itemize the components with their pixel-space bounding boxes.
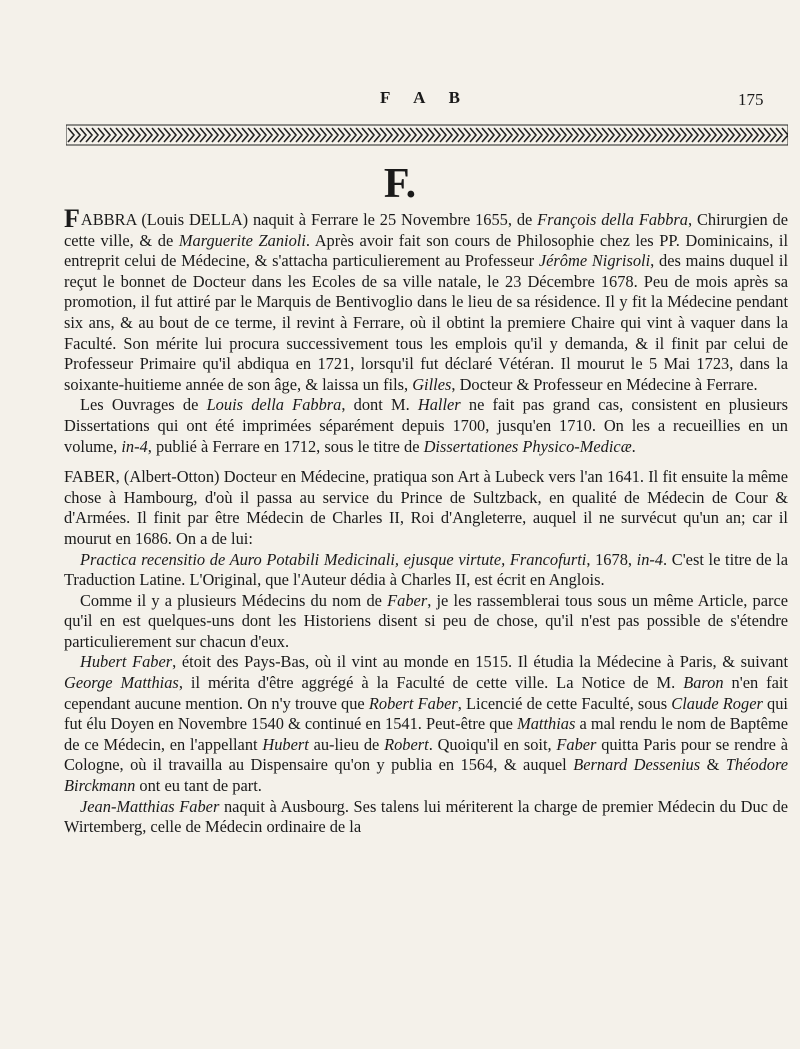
running-title: F A B xyxy=(380,88,470,107)
text-run: , 1678, xyxy=(586,549,637,569)
italic-text: Matthias xyxy=(517,714,576,734)
text-run: ne fait pas grand cas, consistent en plusieurs Dissertations qui ont été imprimées séparément depuis 1700, jusqu'en 1710. On les a recueillies en un volume, xyxy=(64,395,788,456)
text-run: ABBRA (Louis DELLA) naquit à Ferrare le 25 Novembre 1655, de xyxy=(80,210,538,229)
text-run: au-lieu de xyxy=(308,734,385,754)
italic-text: François della Fabbra xyxy=(537,210,688,229)
text-run: . Quoiqu'il en soit, xyxy=(428,734,557,754)
italic-text: Bernard Dessenius xyxy=(573,755,701,775)
italic-text: Haller xyxy=(417,395,461,415)
italic-text: Théodore Birckmann xyxy=(64,755,788,796)
italic-text: Gilles xyxy=(412,374,452,394)
article-body xyxy=(64,204,789,838)
text-run: Comme il y a plusieurs Médecins du nom de xyxy=(80,590,388,610)
text-run: . xyxy=(631,436,636,456)
italic-text: Jérôme Nigrisoli xyxy=(538,251,651,271)
italic-text: Robert xyxy=(384,734,429,754)
text-run: , je les rassemblerai tous sous un même Article, parce qu'il en est quelques-uns dont les Historiens disent si peu de chose, qu'il n'est pas possible de s'étendre particulierement sur chacun d'eux. xyxy=(64,590,788,651)
paragraph xyxy=(64,797,788,838)
paragraph xyxy=(64,395,788,457)
italic-text: Marguerite Zanioli xyxy=(178,230,306,250)
text-run: , Chirurgien de cette ville, & de xyxy=(64,210,788,250)
section-letter: F. xyxy=(383,161,417,207)
text-run: FABER, (Albert-Otton) Docteur en Médecine, pratiqua son Art à Lubeck vers l'an 1641. Il fit ensuite la même chose à Hambourg, d'où il passa au service du Prince de Sultzback, en qualité de Médecin de Cour & d'Armées. Il finit par être Médecin de Charles II, Roi d'Angleterre, auquel il ne survécut qu'un an; car il mourut en 1686. On a de lui: xyxy=(64,467,788,548)
paragraph xyxy=(64,550,788,591)
italic-text: in-4 xyxy=(121,436,148,456)
text-run: Les Ouvrages de xyxy=(80,395,207,415)
text-run: , il mérita d'être aggrégé à la Faculté de cette ville. La Notice de M. xyxy=(178,673,684,693)
text-run: , dont M. xyxy=(341,395,418,415)
page-number: 175 xyxy=(738,90,764,109)
italic-text: Baron xyxy=(683,673,724,693)
text-run: quitta Paris pour se rendre à Cologne, où il travailla au Dispensaire qu'on y publia en 1564, & auquel xyxy=(64,734,788,775)
entry-first-paragraph xyxy=(64,204,788,395)
paragraph xyxy=(64,591,788,653)
decorative-ornament-band xyxy=(66,124,788,146)
italic-text: Practica recensitio de Auro Potabili Medicinali, ejusque virtute, Francofurti xyxy=(80,549,587,569)
text-run: . C'est le titre de la Traduction Latine. L'Original, que l'Auteur dédia à Charles II, est écrit en Anglois. xyxy=(64,549,789,590)
text-run: . Après avoir fait son cours de Philosophie chez les PP. Dominicains, il entreprit celui de Médecine, & s'attacha particulierement au Professeur xyxy=(64,230,788,271)
text-run: , publié à Ferrare en 1712, sous le titre de xyxy=(147,436,424,456)
italic-text: Louis della Fabbra xyxy=(206,395,342,415)
italic-text: Faber xyxy=(556,734,597,754)
text-run: n'en fait cependant aucune mention. On n'y trouve que xyxy=(64,673,788,713)
running-head xyxy=(0,88,800,114)
text-run: & xyxy=(700,755,726,775)
italic-text: Jean-Matthias Faber xyxy=(80,796,220,816)
text-run: , Docteur & Professeur en Médecine à Ferrare. xyxy=(451,374,758,394)
italic-text: Robert Faber xyxy=(368,693,458,713)
text-run: , Licencié de cette Faculté, sous xyxy=(457,693,672,713)
entry-first-paragraph xyxy=(64,467,788,549)
italic-text: in-4 xyxy=(636,549,664,569)
text-run: naquit à Ausbourg. Ses talens lui mériterent la charge de premier Médecin du Duc de Wirtemberg, celle de Médecin ordinaire de la xyxy=(64,796,788,837)
italic-text: George Matthias xyxy=(64,673,179,693)
italic-text: Claude Roger xyxy=(671,693,763,713)
drop-cap: F xyxy=(64,204,80,233)
paragraph xyxy=(64,652,788,796)
text-run: qui fut élu Doyen en Novembre 1540 & continué en 1541. Peut-être que xyxy=(64,693,788,734)
italic-text: Dissertationes Physico-Medicæ xyxy=(423,436,632,456)
text-run: ont eu tant de part. xyxy=(135,776,262,796)
italic-text: Hubert xyxy=(262,734,309,754)
text-run: , des mains duquel il reçut le bonnet de Docteur dans les Ecoles de sa ville natale, le 23 Décembre 1678. Peu de mois après sa promotion, il fut attiré par le Marquis de Bentivoglio dans le lieu de sa résidence. Il y fit la Médecine pendant six ans, & au bout de ce terme, il revint à Ferrare, où il obtint la premiere Chaire qui vint à vaquer dans la Faculté. Son mérite lui procura successivement tous les emplois qu'il y demanda, & il finit par celui de Professeur Primaire qu'il abdiqua en 1721, lorsqu'il fut déclaré Vétéran. Il mourut le 5 Mai 1723, dans la soixante-huitieme année de son âge, & laissa un fils, xyxy=(64,251,788,394)
text-run: a mal rendu le nom de Baptême de ce Médecin, en l'appellant xyxy=(64,714,788,754)
text-run: , étoit des Pays-Bas, où il vint au monde en 1515. Il étudia la Médecine à Paris, & suivant xyxy=(172,652,788,672)
italic-text: Hubert Faber xyxy=(80,652,173,672)
italic-text: Faber xyxy=(387,590,428,610)
